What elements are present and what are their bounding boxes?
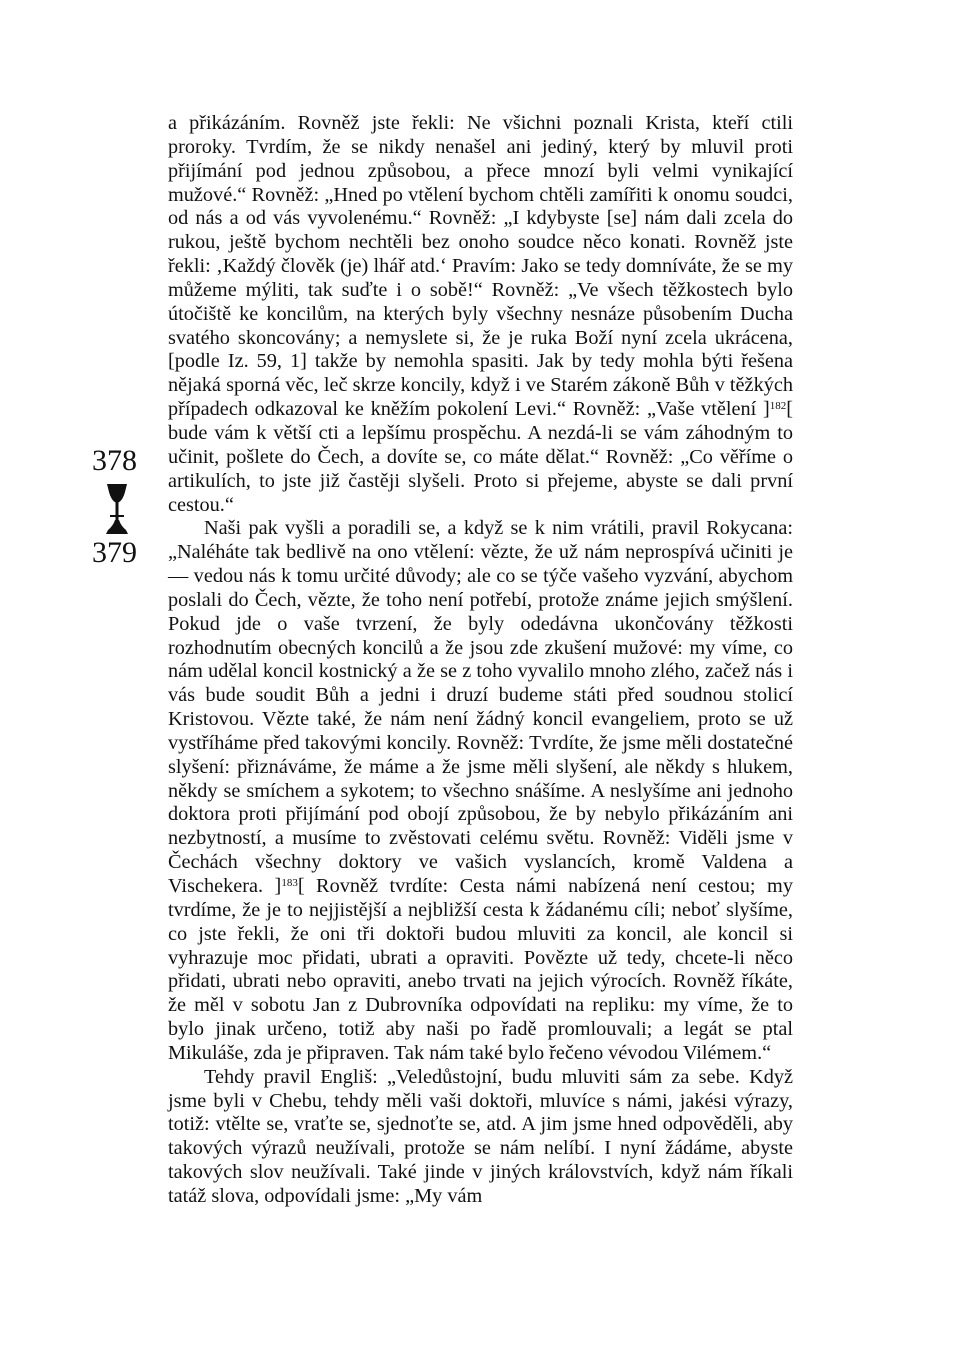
folio-marker: 183	[281, 876, 298, 889]
paragraph	[168, 1066, 793, 1209]
folio-marker: 182	[769, 400, 787, 413]
margin-page-marker	[86, 438, 156, 578]
paragraph-text: [ Rovněž tvrdíte: Cesta námi nabízená není cestou; my tvrdíme, že je to nejjistější a nejbližší cesta k žádanému cíli; neboť slyšíme, co jste řekli, že oni tři doktoři budou mluviti za koncil, ale koncil si vyhrazuje moc přidati, ubrati a opraviti. Povězte už tedy, chcete-li něco přidati, ubrati nebo opraviti, anebo trvati na jejich výrocích. Rovněž říkáte, že měl v sobotu Jan z Dubrovníka odpovídati na repliku: my víme, že to bylo jinak určeno, totiž aby naši po řadě promlouvali; a legát se ptal Mikuláše, zda je připraven. Tak nám také bylo řečeno vévodou Vilémem.“	[168, 875, 793, 1064]
margin-page-number-top: 378	[92, 444, 137, 477]
paragraph-text: a přikázáním. Rovněž jste řekli: Ne všichni poznali Krista, kteří ctili proroky. Tvrdím, že se nikdy nenašel ani jediný, který by mluvil proti přijímání pod jednou způsobou, a přece mnozí byli velmi vynikající mužové.“ Rovněž: „Hned po vtělení bychom chtěli zamířiti k onomu soudci, od nás a od vás vyvolenému.“ Rovněž: „I kdybyste [se] nám dali zcela do rukou, ještě bychom nechtěli bez onoho soudce něco konati. Rovněž jste řekli: ‚Každý člověk (je) lhář atd.‘ Pravím: Jako se tedy domníváte, že se my můžeme mýliti, tak suďte i o sobě!“ Rovněž: „Ve všech těžkostech bylo útočiště ke koncilům, na kterých byly všechny nesnáze působením Ducha svatého skoncovány; a nemyslete si, že je ruka Boží nyní zcela ukrácena, [podle Iz. 59, 1] takže by nemohla spasiti. Jak by tedy mohla býti řešena nějaká sporná věc, leč skrze koncily, když i ve Starém zákoně Bůh v těžkých případech odkazoval ke kněžím pokolení Levi.“ Rovněž: „Vaše vtělení ]	[168, 112, 793, 421]
paragraph	[168, 517, 793, 1065]
body-text	[168, 112, 793, 1209]
paragraph	[168, 112, 793, 517]
paragraph-text: [ bude vám k větší cti a lepšímu prospěchu. A nezdá-li se vám záhodným to učinit, pošlete do Čech, a dovíte se, co máte dělat.“ Rovněž: „Co věříme o artikulích, to jste již častěji slyšeli. Proto si přejeme, abyste se dali první cestou.“	[168, 398, 793, 516]
paragraph-text: Naši pak vyšli a poradili se, a když se k nim vrátili, pravil Rokycana: „Naléháte tak bedlivě na ono vtělení: vězte, že už nám neprospívá učiniti je — vedou nás k tomu určité důvody; ale co se týče vašeho vyzvání, abychom poslali do Čech, vězte, že toho není potřebí, protože známe jejich smýšlení. Pokud jde o vaše tvrzení, že byly odedávna ukončovány těžkosti rozhodnutím obecných koncilů a že jsou zde zkušení mužové: my víme, co nám udělal koncil kostnický a že se z toho vyvalilo mnoho zlého, začež nás i vás bude soudit Bůh a jedni i druzí budeme státi před soudnou stolicí Kristovou. Vězte také, že nám není žádný koncil evangeliem, proto se už vystříháme před takovými koncily. Rovněž: Tvrdíte, že jsme měli dostatečné slyšení: přiznáváme, že máme a že jsme měli slyšení, ale někdy s hlukem, někdy se smíchem a sykotem; to všechno snášíme. A neslyšíme ani jednoho doktora proti přijímání pod obojí způsobou, že by nebylo přikázáním ani nezbytností, a musíme to zvěstovati celému světu. Rovněž: Viděli jsme v Čechách všechny doktory ve vašich vyslancích, kromě Valdena a Vischekera. ]	[168, 517, 793, 897]
chalice-icon	[104, 482, 130, 536]
margin-page-number-bottom: 379	[92, 536, 137, 569]
paragraph-text: Tehdy pravil Engliš: „Veledůstojní, budu mluviti sám za sebe. Když jsme byli v Chebu, tehdy měli vaši doktoři, mluvíce s námi, jakési výrazy, totiž: vtělte se, vraťte se, sjednoťte se, atd. A jim jsme hned odpověděli, aby takových výrazů neužívali, protože se nám nelíbí. I nyní žádáme, abyste takových slov neužívali. Také jinde v jiných královstvích, když nám říkali tatáž slova, odpovídali jsme: „My vám	[168, 1065, 793, 1207]
